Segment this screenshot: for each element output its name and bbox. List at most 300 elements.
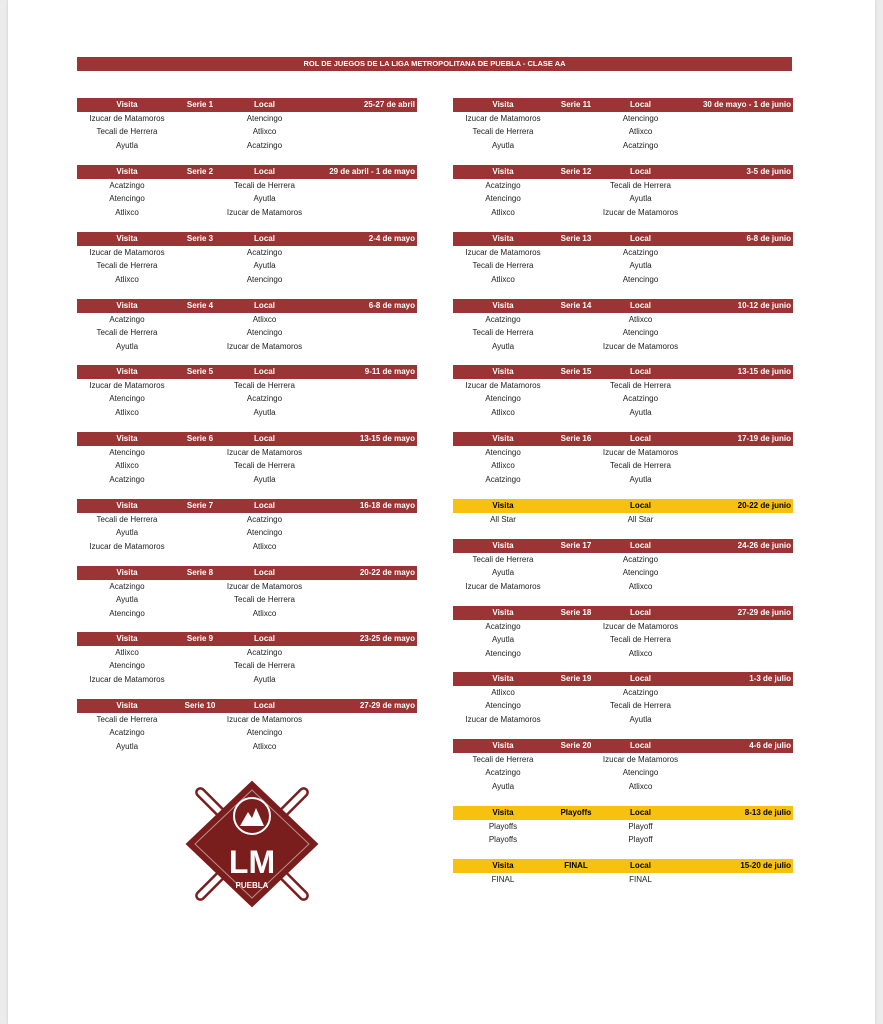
home-team: Atlixco bbox=[252, 608, 277, 618]
series-block bbox=[453, 806, 793, 847]
game-row bbox=[77, 646, 417, 659]
visiting-team: Izucar de Matamoros bbox=[465, 381, 541, 390]
game-row bbox=[453, 139, 793, 152]
home-team: Acatzingo bbox=[622, 555, 659, 564]
home-team: Izucar de Matamoros bbox=[226, 715, 303, 724]
visiting-team: Atencingo bbox=[109, 394, 145, 404]
game-row bbox=[453, 513, 793, 526]
home-team: Atlixco bbox=[628, 127, 653, 137]
home-team: Tecali de Herrera bbox=[234, 595, 295, 605]
game-row bbox=[453, 566, 793, 579]
visiting-team: Acatzingo bbox=[109, 315, 145, 324]
home-team: Acatzingo bbox=[622, 394, 659, 404]
game-row bbox=[453, 686, 793, 699]
series-label: Serie 13 bbox=[560, 234, 592, 243]
home-team: Izucar de Matamoros bbox=[602, 622, 679, 631]
local-header: Local bbox=[630, 301, 651, 310]
game-row bbox=[453, 179, 793, 192]
visita-header: Visita bbox=[116, 501, 138, 510]
home-team: Playoff bbox=[628, 835, 653, 845]
game-row bbox=[77, 246, 417, 259]
game-row bbox=[453, 446, 793, 459]
visiting-team: Ayutla bbox=[491, 341, 515, 351]
visiting-team: Atlixco bbox=[491, 688, 515, 697]
series-label: FINAL bbox=[564, 861, 588, 870]
visita-header: Visita bbox=[492, 861, 514, 870]
home-team: Acatzingo bbox=[246, 515, 283, 524]
series-header bbox=[77, 165, 417, 179]
home-team: Ayutla bbox=[253, 474, 276, 484]
series-block bbox=[77, 699, 417, 753]
local-header: Local bbox=[254, 367, 275, 376]
home-team: Izucar de Matamoros bbox=[226, 341, 303, 351]
visita-header: Visita bbox=[116, 367, 138, 376]
visita-header: Visita bbox=[116, 234, 138, 243]
visita-header: Visita bbox=[492, 808, 514, 817]
series-header bbox=[77, 232, 417, 246]
series-dates: 25-27 de abril bbox=[363, 100, 415, 109]
visita-header: Visita bbox=[116, 434, 138, 443]
visiting-team: Atlixco bbox=[115, 461, 139, 471]
visiting-team: Acatzingo bbox=[485, 768, 521, 778]
local-header: Local bbox=[254, 568, 275, 577]
local-header: Local bbox=[630, 741, 651, 750]
visiting-team: Izucar de Matamoros bbox=[89, 248, 165, 257]
local-header: Local bbox=[254, 234, 275, 243]
visita-header: Visita bbox=[492, 674, 514, 683]
series-label: Serie 14 bbox=[560, 301, 592, 310]
visita-header: Visita bbox=[492, 434, 514, 443]
series-header bbox=[453, 859, 793, 873]
visiting-team: Ayutla bbox=[115, 741, 139, 751]
series-label: Serie 10 bbox=[184, 701, 216, 710]
game-row bbox=[453, 259, 793, 272]
game-row bbox=[453, 206, 793, 219]
local-header: Local bbox=[630, 501, 651, 510]
series-block bbox=[453, 672, 793, 726]
series-dates: 23-25 de mayo bbox=[359, 634, 415, 643]
series-label: Serie 18 bbox=[560, 608, 592, 617]
visiting-team: Acatzingo bbox=[485, 181, 521, 190]
series-header bbox=[453, 165, 793, 179]
visiting-team: Tecali de Herrera bbox=[96, 715, 158, 724]
game-row bbox=[77, 607, 417, 620]
series-label: Serie 6 bbox=[186, 434, 214, 443]
home-team: Atlixco bbox=[252, 315, 277, 324]
game-row bbox=[77, 673, 417, 686]
series-header bbox=[77, 566, 417, 580]
series-header bbox=[453, 499, 793, 513]
local-header: Local bbox=[630, 100, 651, 109]
series-block bbox=[453, 499, 793, 526]
series-dates: 24-26 de junio bbox=[737, 541, 791, 550]
visita-header: Visita bbox=[116, 568, 138, 577]
game-row bbox=[453, 633, 793, 646]
home-team: Ayutla bbox=[629, 261, 652, 271]
series-label: Serie 7 bbox=[186, 501, 214, 510]
game-row bbox=[77, 340, 417, 353]
series-dates: 6-8 de junio bbox=[746, 234, 791, 243]
series-block bbox=[453, 859, 793, 886]
series-dates: 4-6 de julio bbox=[749, 741, 791, 750]
league-logo bbox=[180, 778, 324, 910]
visita-header: Visita bbox=[492, 367, 514, 376]
local-header: Local bbox=[630, 234, 651, 243]
series-block bbox=[77, 165, 417, 219]
series-block bbox=[453, 432, 793, 486]
home-team: Atencingo bbox=[622, 274, 659, 284]
visiting-team: Acatzingo bbox=[485, 474, 521, 484]
visiting-team: Atlixco bbox=[491, 461, 515, 471]
game-row bbox=[77, 446, 417, 459]
local-header: Local bbox=[630, 861, 651, 870]
visita-header: Visita bbox=[492, 608, 514, 617]
home-team: Izucar de Matamoros bbox=[602, 341, 679, 351]
visita-header: Visita bbox=[492, 301, 514, 310]
series-dates: 16-18 de mayo bbox=[359, 501, 415, 510]
visiting-team: Tecali de Herrera bbox=[96, 515, 158, 524]
series-header bbox=[453, 365, 793, 379]
game-row bbox=[453, 112, 793, 125]
series-header bbox=[77, 299, 417, 313]
visiting-team: All Star bbox=[490, 515, 516, 524]
series-label: Serie 12 bbox=[560, 167, 592, 176]
game-row bbox=[453, 326, 793, 339]
series-dates: 10-12 de junio bbox=[737, 301, 791, 310]
visiting-team: Izucar de Matamoros bbox=[89, 114, 165, 123]
visiting-team: Atencingo bbox=[109, 194, 145, 204]
home-team: Acatzingo bbox=[246, 648, 283, 657]
visiting-team: Atlixco bbox=[115, 207, 139, 217]
logo-city: PUEBLA bbox=[235, 881, 269, 890]
visiting-team: Atlixco bbox=[115, 274, 139, 284]
game-row bbox=[453, 473, 793, 486]
visiting-team: Tecali de Herrera bbox=[472, 127, 534, 137]
visiting-team: Ayutla bbox=[491, 140, 515, 150]
visita-header: Visita bbox=[116, 634, 138, 643]
series-header bbox=[453, 606, 793, 620]
series-header bbox=[453, 672, 793, 686]
home-team: Atencingo bbox=[246, 114, 283, 123]
series-header bbox=[453, 739, 793, 753]
visiting-team: Ayutla bbox=[115, 341, 139, 351]
series-label: Serie 20 bbox=[560, 741, 592, 750]
home-team: Tecali de Herrera bbox=[610, 635, 671, 645]
home-team: Izucar de Matamoros bbox=[226, 582, 303, 591]
home-team: Izucar de Matamoros bbox=[602, 448, 679, 457]
visiting-team: Atencingo bbox=[485, 701, 521, 711]
local-header: Local bbox=[630, 808, 651, 817]
home-team: Izucar de Matamoros bbox=[226, 448, 303, 457]
game-row bbox=[77, 326, 417, 339]
local-header: Local bbox=[254, 301, 275, 310]
local-header: Local bbox=[630, 541, 651, 550]
series-label: Serie 16 bbox=[560, 434, 592, 443]
game-row bbox=[77, 206, 417, 219]
visiting-team: Atencingo bbox=[109, 661, 145, 671]
local-header: Local bbox=[254, 167, 275, 176]
series-block bbox=[453, 98, 793, 152]
visiting-team: Atencingo bbox=[485, 648, 521, 658]
series-dates: 27-29 de mayo bbox=[359, 701, 415, 710]
visiting-team: Izucar de Matamoros bbox=[465, 114, 541, 123]
home-team: Ayutla bbox=[253, 194, 276, 204]
home-team: Atencingo bbox=[622, 568, 659, 578]
series-dates: 30 de mayo - 1 de junio bbox=[702, 100, 791, 109]
home-team: Ayutla bbox=[629, 474, 652, 484]
series-dates: 9-11 de mayo bbox=[364, 367, 415, 376]
series-label: Serie 2 bbox=[186, 167, 214, 176]
visiting-team: Tecali de Herrera bbox=[472, 555, 534, 564]
local-header: Local bbox=[254, 434, 275, 443]
series-block bbox=[77, 299, 417, 353]
series-dates: 13-15 de junio bbox=[737, 367, 791, 376]
home-team: Ayutla bbox=[629, 714, 652, 724]
series-block bbox=[77, 632, 417, 686]
visita-header: Visita bbox=[492, 501, 514, 510]
series-label: Serie 17 bbox=[560, 541, 592, 550]
visiting-team: Atencingo bbox=[485, 194, 521, 204]
series-dates: 29 de abril - 1 de mayo bbox=[329, 167, 415, 176]
visiting-team: Atencingo bbox=[485, 448, 521, 457]
visiting-team: Izucar de Matamoros bbox=[465, 248, 541, 257]
game-row bbox=[77, 406, 417, 419]
game-row bbox=[453, 580, 793, 593]
series-block bbox=[77, 365, 417, 419]
series-block bbox=[77, 432, 417, 486]
series-label: Serie 8 bbox=[186, 568, 214, 577]
series-block bbox=[453, 739, 793, 793]
game-row bbox=[77, 713, 417, 726]
home-team: Ayutla bbox=[629, 407, 652, 417]
series-block bbox=[453, 606, 793, 660]
game-row bbox=[77, 313, 417, 326]
visiting-team: Tecali de Herrera bbox=[472, 328, 534, 338]
visita-header: Visita bbox=[492, 741, 514, 750]
series-dates: 17-19 de junio bbox=[737, 434, 791, 443]
game-row bbox=[453, 766, 793, 779]
local-header: Local bbox=[254, 701, 275, 710]
visiting-team: Ayutla bbox=[491, 568, 515, 578]
home-team: Atlixco bbox=[628, 781, 653, 791]
visiting-team: Atencingo bbox=[109, 448, 145, 457]
home-team: Atencingo bbox=[246, 528, 283, 538]
home-team: Izucar de Matamoros bbox=[226, 207, 303, 217]
home-team: FINAL bbox=[629, 875, 652, 884]
series-block bbox=[77, 566, 417, 620]
home-team: Acatzingo bbox=[622, 688, 659, 697]
visita-header: Visita bbox=[492, 167, 514, 176]
game-row bbox=[453, 699, 793, 712]
visiting-team: Atlixco bbox=[491, 274, 515, 284]
home-team: Atencingo bbox=[246, 328, 283, 338]
home-team: All Star bbox=[627, 515, 654, 524]
game-row bbox=[453, 273, 793, 286]
home-team: Atlixco bbox=[628, 648, 653, 658]
home-team: Izucar de Matamoros bbox=[602, 207, 679, 217]
visiting-team: Playoffs bbox=[488, 835, 518, 845]
home-team: Acatzingo bbox=[622, 248, 659, 257]
page-title: ROL DE JUEGOS DE LA LIGA METROPOLITANA DE PUEBLA - CLASE AA bbox=[77, 57, 792, 71]
logo-monogram: LM bbox=[228, 844, 276, 880]
visiting-team: Izucar de Matamoros bbox=[89, 381, 165, 390]
home-team: Tecali de Herrera bbox=[234, 381, 295, 390]
home-team: Atencingo bbox=[622, 114, 659, 123]
series-header bbox=[77, 98, 417, 112]
game-row bbox=[77, 392, 417, 405]
home-team: Tecali de Herrera bbox=[610, 461, 671, 471]
visiting-team: Izucar de Matamoros bbox=[89, 674, 165, 684]
game-row bbox=[77, 125, 417, 138]
local-header: Local bbox=[630, 608, 651, 617]
visiting-team: Tecali de Herrera bbox=[96, 328, 158, 338]
game-row bbox=[77, 740, 417, 753]
visiting-team: Tecali de Herrera bbox=[96, 261, 158, 271]
game-row bbox=[453, 820, 793, 833]
visiting-team: FINAL bbox=[491, 875, 515, 884]
series-dates: 1-3 de julio bbox=[749, 674, 791, 683]
series-label: Serie 1 bbox=[186, 100, 214, 109]
game-row bbox=[453, 620, 793, 633]
series-label: Serie 19 bbox=[560, 674, 592, 683]
series-dates: 20-22 de junio bbox=[737, 501, 791, 510]
game-row bbox=[453, 379, 793, 392]
series-block bbox=[77, 232, 417, 286]
visita-header: Visita bbox=[492, 234, 514, 243]
series-block bbox=[77, 499, 417, 553]
series-header bbox=[77, 632, 417, 646]
home-team: Acatzingo bbox=[622, 140, 659, 150]
home-team: Atencingo bbox=[622, 768, 659, 778]
series-header bbox=[77, 699, 417, 713]
series-label: Playoffs bbox=[560, 808, 592, 817]
home-team: Tecali de Herrera bbox=[234, 181, 295, 190]
home-team: Atlixco bbox=[252, 127, 277, 137]
game-row bbox=[77, 513, 417, 526]
home-team: Tecali de Herrera bbox=[610, 381, 671, 390]
visiting-team: Izucar de Matamoros bbox=[465, 581, 541, 591]
visiting-team: Acatzingo bbox=[485, 315, 521, 324]
series-header bbox=[77, 365, 417, 379]
game-row bbox=[77, 259, 417, 272]
visita-header: Visita bbox=[116, 301, 138, 310]
home-team: Tecali de Herrera bbox=[610, 701, 671, 711]
home-team: Ayutla bbox=[253, 261, 276, 271]
visiting-team: Atlixco bbox=[491, 407, 515, 417]
game-row bbox=[77, 112, 417, 125]
visiting-team: Acatzingo bbox=[109, 474, 145, 484]
home-team: Atencingo bbox=[246, 274, 283, 284]
game-row bbox=[77, 273, 417, 286]
visiting-team: Izucar de Matamoros bbox=[89, 541, 165, 551]
series-dates: 20-22 de mayo bbox=[359, 568, 415, 577]
visiting-team: Ayutla bbox=[115, 528, 139, 538]
game-row bbox=[453, 340, 793, 353]
visita-header: Visita bbox=[492, 541, 514, 550]
series-dates: 15-20 de julio bbox=[740, 861, 791, 870]
local-header: Local bbox=[254, 501, 275, 510]
home-team: Tecali de Herrera bbox=[610, 181, 671, 190]
series-header bbox=[77, 499, 417, 513]
visiting-team: Izucar de Matamoros bbox=[465, 714, 541, 724]
local-header: Local bbox=[254, 100, 275, 109]
game-row bbox=[77, 179, 417, 192]
game-row bbox=[77, 459, 417, 472]
series-label: Serie 11 bbox=[560, 100, 592, 109]
series-header bbox=[453, 806, 793, 820]
game-row bbox=[77, 139, 417, 152]
home-team: Atlixco bbox=[628, 315, 653, 324]
game-row bbox=[77, 473, 417, 486]
home-team: Izucar de Matamoros bbox=[602, 755, 679, 764]
home-team: Playoff bbox=[628, 822, 653, 831]
visiting-team: Tecali de Herrera bbox=[472, 755, 534, 764]
series-header bbox=[77, 432, 417, 446]
local-header: Local bbox=[630, 674, 651, 683]
game-row bbox=[453, 246, 793, 259]
local-header: Local bbox=[630, 167, 651, 176]
game-row bbox=[453, 459, 793, 472]
series-block bbox=[453, 365, 793, 419]
game-row bbox=[77, 726, 417, 739]
home-team: Atlixco bbox=[628, 581, 653, 591]
visiting-team: Atencingo bbox=[485, 394, 521, 404]
series-block bbox=[453, 539, 793, 593]
series-dates: 2-4 de mayo bbox=[368, 234, 415, 243]
series-label: Serie 5 bbox=[186, 367, 214, 376]
visita-header: Visita bbox=[116, 167, 138, 176]
home-team: Atlixco bbox=[252, 541, 277, 551]
game-row bbox=[453, 833, 793, 846]
home-team: Atencingo bbox=[622, 328, 659, 338]
visiting-team: Ayutla bbox=[115, 140, 139, 150]
visiting-team: Acatzingo bbox=[109, 181, 145, 190]
game-row bbox=[453, 713, 793, 726]
series-dates: 8-13 de julio bbox=[744, 808, 791, 817]
visiting-team: Acatzingo bbox=[109, 582, 145, 591]
game-row bbox=[453, 753, 793, 766]
series-label: Serie 9 bbox=[186, 634, 214, 643]
series-dates: 6-8 de mayo bbox=[368, 301, 415, 310]
local-header: Local bbox=[630, 434, 651, 443]
home-team: Acatzingo bbox=[246, 248, 283, 257]
visiting-team: Ayutla bbox=[491, 635, 515, 645]
visiting-team: Acatzingo bbox=[485, 622, 521, 631]
game-row bbox=[453, 873, 793, 886]
series-header bbox=[453, 299, 793, 313]
visiting-team: Tecali de Herrera bbox=[472, 261, 534, 271]
game-row bbox=[453, 313, 793, 326]
visiting-team: Ayutla bbox=[491, 781, 515, 791]
home-team: Tecali de Herrera bbox=[234, 461, 295, 471]
home-team: Acatzingo bbox=[246, 140, 283, 150]
series-dates: 13-15 de mayo bbox=[359, 434, 415, 443]
home-team: Ayutla bbox=[253, 407, 276, 417]
game-row bbox=[77, 192, 417, 205]
visiting-team: Acatzingo bbox=[109, 728, 145, 738]
home-team: Atencingo bbox=[246, 728, 283, 738]
visita-header: Visita bbox=[492, 100, 514, 109]
series-label: Serie 4 bbox=[186, 301, 214, 310]
home-team: Ayutla bbox=[629, 194, 652, 204]
visita-header: Visita bbox=[116, 100, 138, 109]
game-row bbox=[77, 659, 417, 672]
game-row bbox=[453, 392, 793, 405]
home-team: Ayutla bbox=[253, 674, 276, 684]
series-block bbox=[453, 232, 793, 286]
game-row bbox=[77, 580, 417, 593]
visiting-team: Ayutla bbox=[115, 595, 139, 605]
